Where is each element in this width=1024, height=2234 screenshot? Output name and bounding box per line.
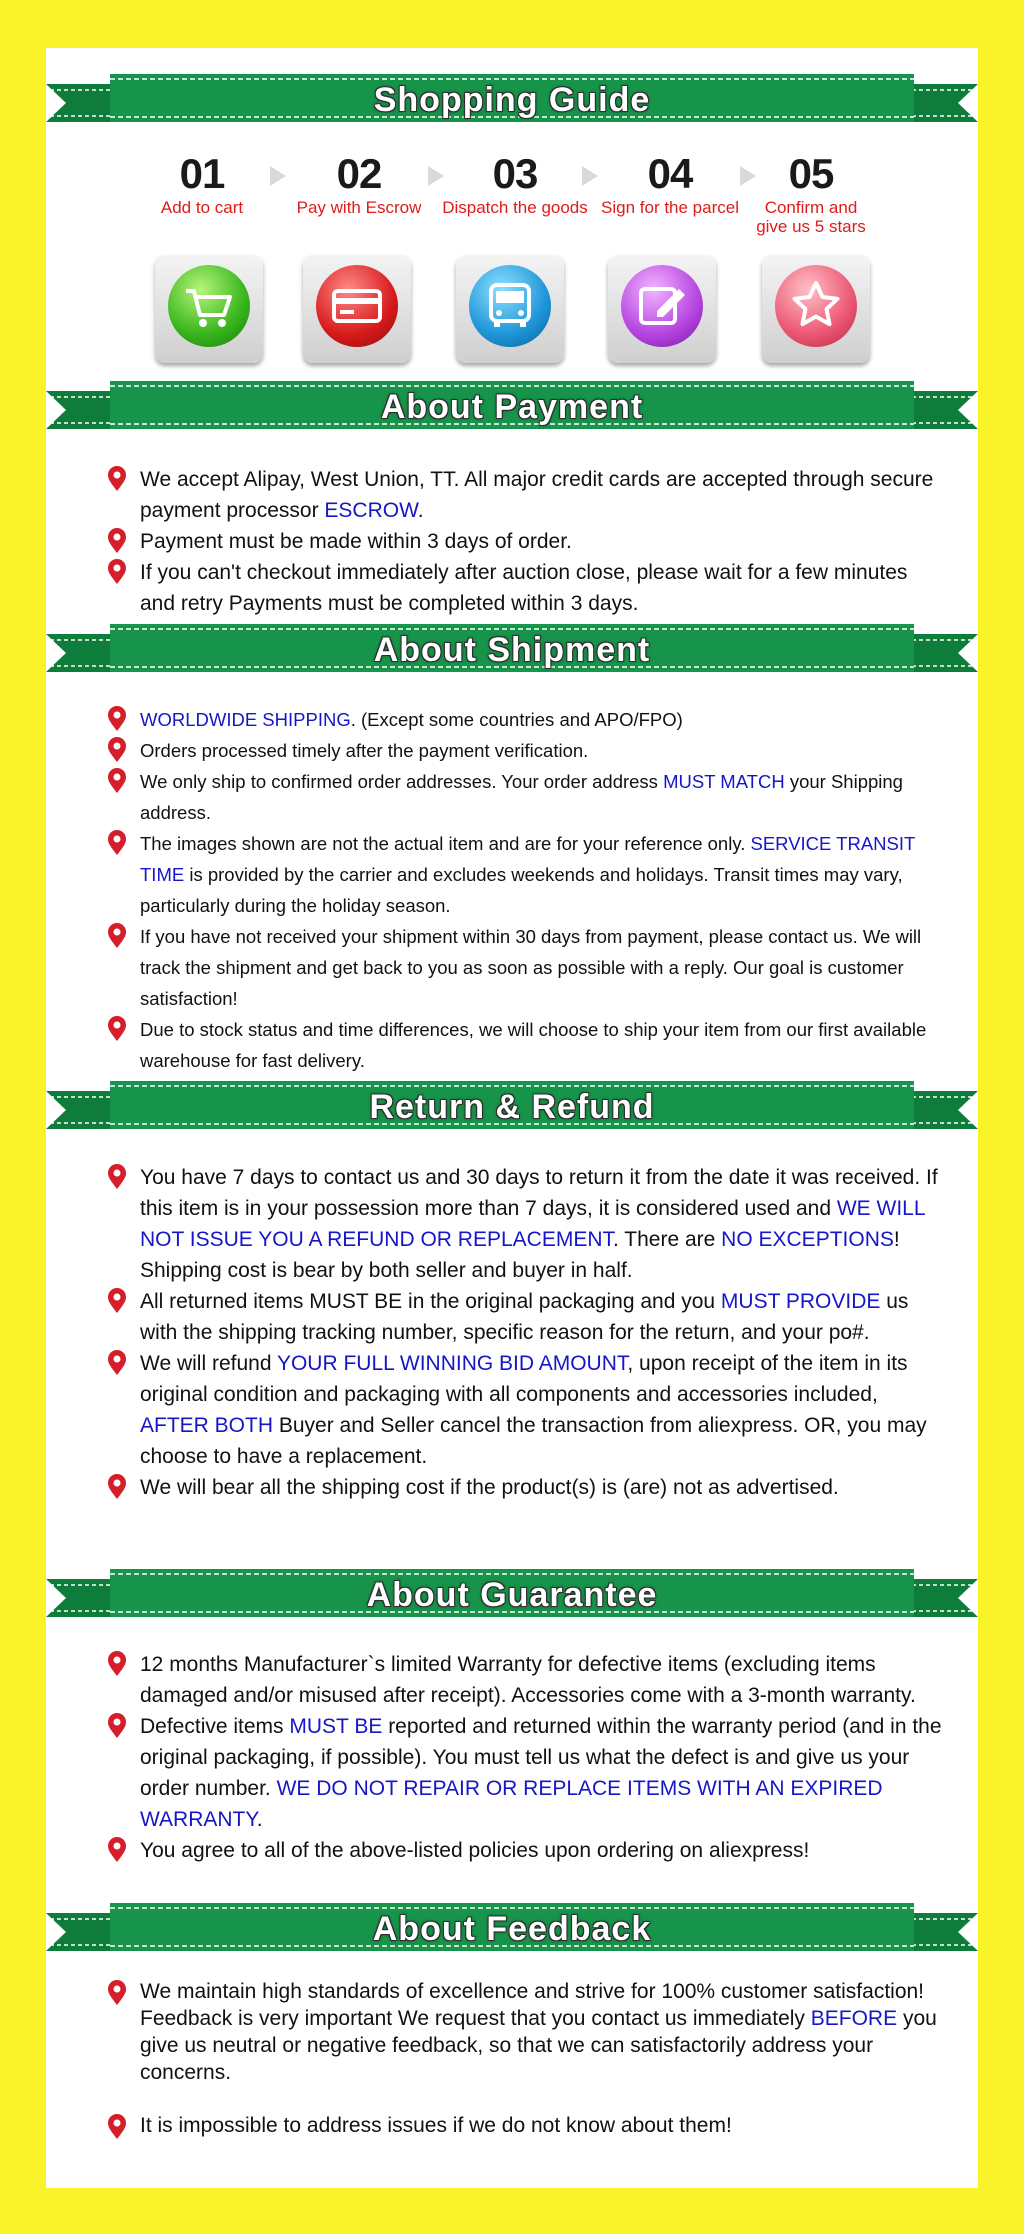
list-item: 12 months Manufacturer`s limited Warranty for defective items (excluding items damaged and/or misused after receipt). Accessories come with a 3-month warranty. — [106, 1649, 946, 1711]
list-item: If you can't checkout immediately after auction close, please wait for a few minutes and retry Payments must be completed within 3 days. — [106, 557, 946, 619]
section-title: About Guarantee — [366, 1576, 658, 1614]
location-pin-icon — [106, 1164, 128, 1190]
location-pin-icon — [106, 737, 128, 763]
cart-icon — [155, 255, 263, 363]
step-label: Add to cart — [160, 198, 244, 217]
banner-shopping-guide — [46, 74, 978, 128]
location-pin-icon — [106, 768, 128, 794]
list-item: We will bear all the shipping cost if the product(s) is (are) not as advertised. — [106, 1472, 946, 1503]
location-pin-icon — [106, 706, 128, 732]
list-item: WORLDWIDE SHIPPING. (Except some countries and APO/FPO) — [106, 704, 946, 735]
star-icon — [762, 255, 870, 363]
list-item: Orders processed timely after the payment verification. — [106, 735, 946, 766]
location-pin-icon — [106, 1016, 128, 1042]
location-pin-icon — [106, 1288, 128, 1314]
list-item: Defective items MUST BE reported and returned within the warranty period (and in the original packaging, if possible). You must tell us what the defect is and give us your order number. WE DO NOT REPAIR OR REPLACE ITEMS WITH AN EXPIRED WARRANTY. — [106, 1711, 946, 1835]
credit-card-icon — [303, 255, 411, 363]
list-item: Payment must be made within 3 days of order. — [106, 526, 946, 557]
location-pin-icon — [106, 466, 128, 492]
list-item: You have 7 days to contact us and 30 days to return it from the date it was received. If this item is in your possession more than 7 days, it is considered used and WE WILL NOT ISSUE YOU A REFUND OR REPLACEMENT. There are NO EXCEPTIONS! Shipping cost is bear by both seller and buyer in half. — [106, 1162, 946, 1286]
banner-about-guarantee — [46, 1569, 978, 1623]
step-arrow-icon — [740, 166, 756, 186]
location-pin-icon — [106, 559, 128, 585]
location-pin-icon — [106, 1980, 128, 2006]
shipment-list — [106, 704, 946, 1076]
list-item: All returned items MUST BE in the original packaging and you MUST PROVIDE us with the shipping tracking number, specific reason for the return, and your po#. — [106, 1286, 946, 1348]
location-pin-icon — [106, 2114, 128, 2140]
step-1 — [127, 152, 277, 217]
list-item: We accept Alipay, West Union, TT. All major credit cards are accepted through secure payment processor ESCROW. — [106, 464, 946, 526]
step-number: 01 — [179, 150, 225, 197]
policy-card — [46, 48, 978, 2188]
step-label: Pay with Escrow — [296, 198, 422, 217]
step-4 — [595, 152, 745, 217]
list-item: You agree to all of the above-listed policies upon ordering on aliexpress! — [106, 1835, 946, 1866]
location-pin-icon — [106, 830, 128, 856]
location-pin-icon — [106, 1651, 128, 1677]
location-pin-icon — [106, 1350, 128, 1376]
section-title: About Payment — [380, 388, 644, 426]
step-5 — [747, 152, 875, 236]
refund-list — [106, 1162, 946, 1503]
step-arrow-icon — [428, 166, 444, 186]
banner-about-shipment — [46, 624, 978, 678]
section-title: Return & Refund — [369, 1088, 655, 1126]
section-title: Shopping Guide — [373, 81, 651, 119]
step-2 — [284, 152, 434, 217]
location-pin-icon — [106, 528, 128, 554]
list-item: We only ship to confirmed order addresses. Your order address MUST MATCH your Shipping address. — [106, 766, 946, 828]
location-pin-icon — [106, 923, 128, 949]
banner-return-refund — [46, 1081, 978, 1135]
banner-about-feedback — [46, 1903, 978, 1957]
guarantee-list — [106, 1649, 946, 1866]
step-label: Sign for the parcel — [601, 198, 739, 217]
list-item: We will refund YOUR FULL WINNING BID AMOUNT, upon receipt of the item in its original condition and packaging with all components and accessories included, AFTER BOTH Buyer and Seller cancel the transaction from aliexpress. OR, you may choose to have a replacement. — [106, 1348, 946, 1472]
step-number: 05 — [788, 150, 834, 197]
payment-list — [106, 464, 946, 619]
step-arrow-icon — [270, 166, 286, 186]
location-pin-icon — [106, 1474, 128, 1500]
edit-icon — [608, 255, 716, 363]
section-title: About Shipment — [373, 631, 651, 669]
banner-about-payment — [46, 381, 978, 435]
step-arrow-icon — [582, 166, 598, 186]
location-pin-icon — [106, 1837, 128, 1863]
list-item: We maintain high standards of excellence and strive for 100% customer satisfaction! Feedback is very important We request that you contact us immediately BEFORE you give us neutral or negative feedback, so that we can satisfactorily address your concerns. — [106, 1978, 946, 2086]
step-number: 03 — [492, 150, 538, 197]
step-number: 02 — [336, 150, 382, 197]
feedback-list — [106, 1978, 946, 2139]
list-item: Due to stock status and time differences, we will choose to ship your item from our first available warehouse for fast delivery. — [106, 1014, 946, 1076]
step-number: 04 — [647, 150, 693, 197]
list-item: It is impossible to address issues if we do not know about them! — [106, 2112, 946, 2139]
list-item: If you have not received your shipment within 30 days from payment, please contact us. We will track the shipment and get back to you as soon as possible with a reply. Our goal is customer satisfaction! — [106, 921, 946, 1014]
step-label: Confirm and give us 5 stars — [756, 198, 866, 236]
section-title: About Feedback — [372, 1910, 652, 1948]
bus-icon — [456, 255, 564, 363]
list-item: The images shown are not the actual item and are for your reference only. SERVICE TRANSIT TIME is provided by the carrier and excludes weekends and holidays. Transit times may vary, particularly during the holiday season. — [106, 828, 946, 921]
step-label: Dispatch the goods — [442, 198, 588, 217]
step-3 — [440, 152, 590, 217]
location-pin-icon — [106, 1713, 128, 1739]
